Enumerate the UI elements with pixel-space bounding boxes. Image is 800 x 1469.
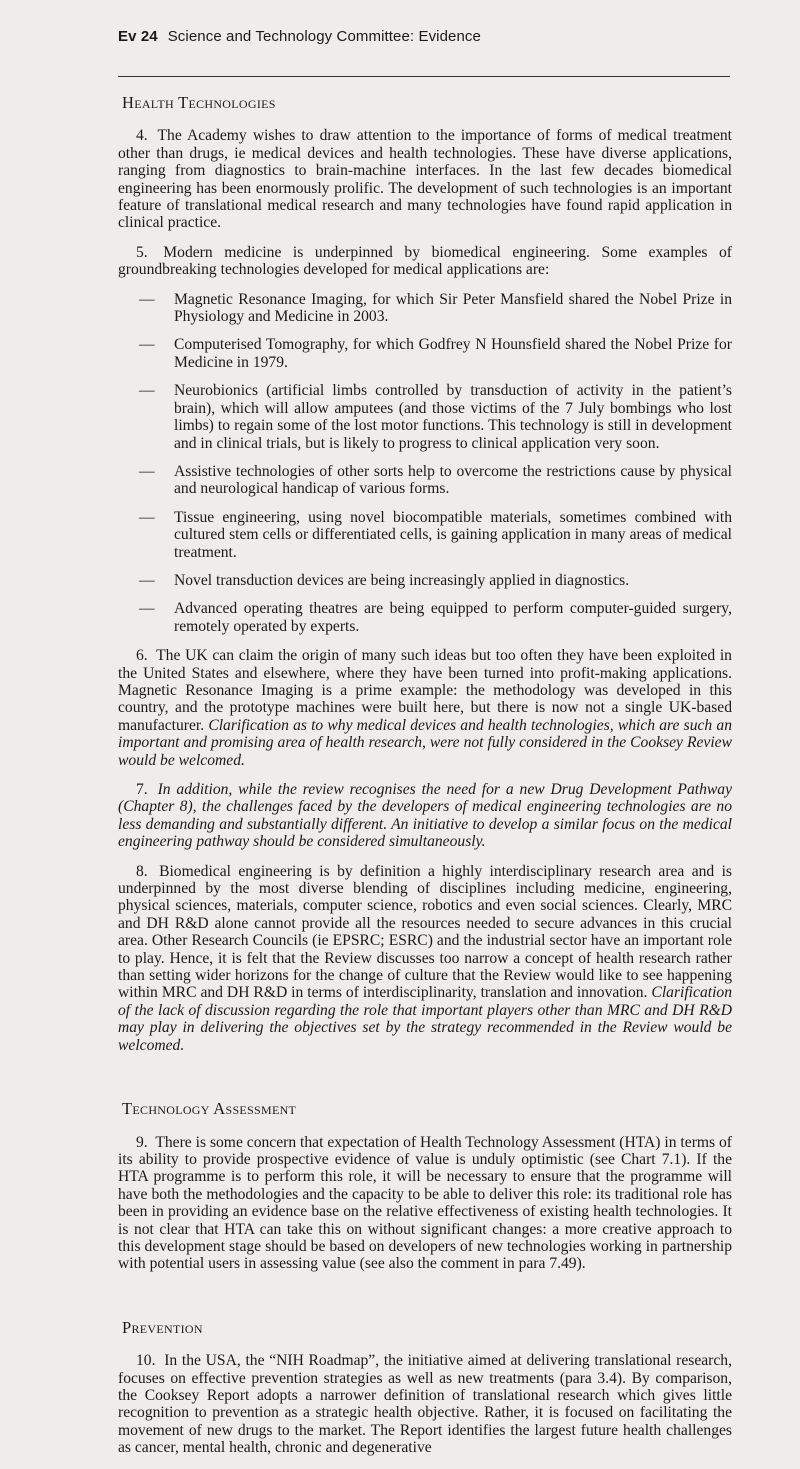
- paragraph-10: [118, 1352, 732, 1456]
- running-header: [118, 28, 481, 45]
- dash-marker: —: [139, 290, 155, 308]
- paragraph-text: Biomedical engineering is by definition a highly interdisciplinary research area and is underpinned by the most diverse blending of disciplines including medicine, engineering, physical sciences, materials, computer science, robotics and even social sciences. Clearly, MRC and DH R&D alone cannot provide all the resources needed to secure advances in this crucial area. Other Research Councils (ie EPSRC; ESRC) and the industrial sector have an important role to play. Hence, it is felt that the Review discusses too narrow a concept of health research rather than setting wider horizons for the change of culture that the Review would like to see happening within MRC and DH R&D in terms of interdisciplinarity, translation and innovation.: [118, 862, 732, 1002]
- paragraph-italic-text: In addition, while the review recognises the need for a new Drug Development Pathway (Chapter 8), the challenges faced by the developers of medical engineering technologies are no less demanding and substantially different. An initiative to develop a similar focus on the medical engineering pathway should be considered simultaneously.: [118, 781, 732, 851]
- paragraph-5: [118, 244, 732, 279]
- list-item: [118, 463, 732, 498]
- paragraph-italic-text: Clarification of the lack of discussion regarding the role that important players other than MRC and DH R&D may play in delivering the objectives set by the strategy recommended in the Review would be welcomed.: [118, 984, 732, 1054]
- paragraph-number: 9.: [136, 1133, 148, 1151]
- list-item-text: Advanced operating theatres are being equipped to perform computer-guided surgery, remotely operated by experts.: [174, 600, 732, 635]
- paragraph-text: There is some concern that expectation of Health Technology Assessment (HTA) in terms of its ability to provide prospective evidence of value is unduly optimistic (see Chart 7.1). If the HTA programme is to perform this role, it will be necessary to ensure that the programme will have both the methodologies and the capacity to be able to deliver this role: its traditional role has been in providing an evidence base on the relative effectiveness of existing health technologies. It is not clear that HTA can take this on without significant changes: a more creative approach to this development stage should be based on developers of new technologies working in partnership with potential users in assessing value (see also the comment in para 7.49).: [118, 1133, 732, 1273]
- list-item-text: Magnetic Resonance Imaging, for which Sir Peter Mansfield shared the Nobel Prize in Physiology and Medicine in 2003.: [174, 290, 732, 326]
- paragraph-number: 10.: [136, 1352, 156, 1370]
- list-item-text: Assistive technologies of other sorts help to overcome the restrictions cause by physical and neurological handicap of various forms.: [174, 462, 732, 498]
- list-item: [118, 509, 732, 561]
- paragraph-number: 4.: [136, 127, 148, 145]
- list-item: [118, 600, 732, 635]
- header-title: Science and Technology Committee: Evidence: [167, 28, 481, 45]
- dash-marker: —: [139, 382, 155, 400]
- paragraph-8: [118, 863, 732, 1054]
- header-rule: [118, 76, 730, 77]
- list-item: [118, 382, 732, 452]
- list-item: [118, 291, 732, 326]
- technology-examples-list: [118, 291, 732, 636]
- dash-marker: —: [139, 462, 155, 480]
- list-item-text: Novel transduction devices are being increasingly applied in diagnostics.: [174, 571, 630, 589]
- dash-marker: —: [139, 336, 155, 354]
- dash-marker: —: [139, 508, 155, 526]
- paragraph-text: The UK can claim the origin of many such ideas but too often they have been exploited in the United States and elsewhere, where they have been turned into profit-making applications. Magnetic Resonance Imaging is a prime example: the methodology was developed in this country, and the prototype machines were built here, but there is now not a single UK-based manufacturer.: [118, 647, 732, 734]
- paragraph-text: Modern medicine is underpinned by biomedical engineering. Some examples of groundbreaking technologies developed for medical applications are:: [118, 243, 733, 279]
- paragraph-6: [118, 647, 732, 769]
- list-item: [118, 336, 732, 371]
- paragraph-number: 8.: [136, 862, 148, 880]
- paragraph-number: 5.: [136, 243, 148, 261]
- page-number: Ev 24: [118, 28, 158, 45]
- heading-health-technologies: Health Technologies: [122, 93, 276, 112]
- list-item-text: Neurobionics (artificial limbs controlled by transduction of activity in the patient’s brain), which will allow amputees (and those victims of the 7 July bombings who lost limbs) to regain some of the lost motor functions. This technology is still in development and in clinical trials, but is likely to progress to clinical application very soon.: [174, 382, 732, 452]
- paragraph-9: [118, 1134, 732, 1273]
- paragraph-text: In the USA, the “NIH Roadmap”, the initiative aimed at delivering translational research, focuses on effective prevention strategies as well as new treatments (para 3.4). By comparison, the Cooksey Report adopts a narrower definition of translational research which gives little recognition to prevention as a strategic health objective. Rather, it is focused on facilitating the movement of new drugs to the market. The Report identifies the largest future health challenges as cancer, mental health, chronic and degenerative: [118, 1352, 732, 1457]
- paragraph-text: The Academy wishes to draw attention to the importance of forms of medical treatment other than drugs, ie medical devices and health technologies. These have diverse applications, ranging from diagnostics to brain-machine interfaces. In the last few decades biomedical engineering has been enormously prolific. The development of such technologies is an important feature of translational medical research and many technologies have found rapid application in clinical practice.: [118, 127, 732, 232]
- heading-prevention: Prevention: [122, 1317, 203, 1337]
- list-item-text: Computerised Tomography, for which Godfrey N Hounsfield shared the Nobel Prize for Medicine in 1979.: [174, 336, 732, 371]
- dash-marker: —: [139, 571, 155, 589]
- heading-technology-assessment: Technology Assessment: [122, 1099, 297, 1119]
- paragraph-7: [118, 781, 732, 851]
- list-item-text: Tissue engineering, using novel biocompatible materials, sometimes combined with cultured stem cells or differentiated cells, is gaining application in many areas of medical treatment.: [174, 508, 732, 561]
- paragraph-italic-text: Clarification as to why medical devices and health technologies, which are such an important and promising area of health research, were not fully considered in the Cooksey Review would be welcomed.: [118, 716, 732, 769]
- list-item: [118, 572, 732, 589]
- paragraph-number: 6.: [136, 647, 148, 665]
- document-body: [118, 94, 732, 1469]
- dash-marker: —: [139, 600, 155, 618]
- paragraph-4: [118, 127, 732, 231]
- paragraph-number: 7.: [136, 781, 148, 798]
